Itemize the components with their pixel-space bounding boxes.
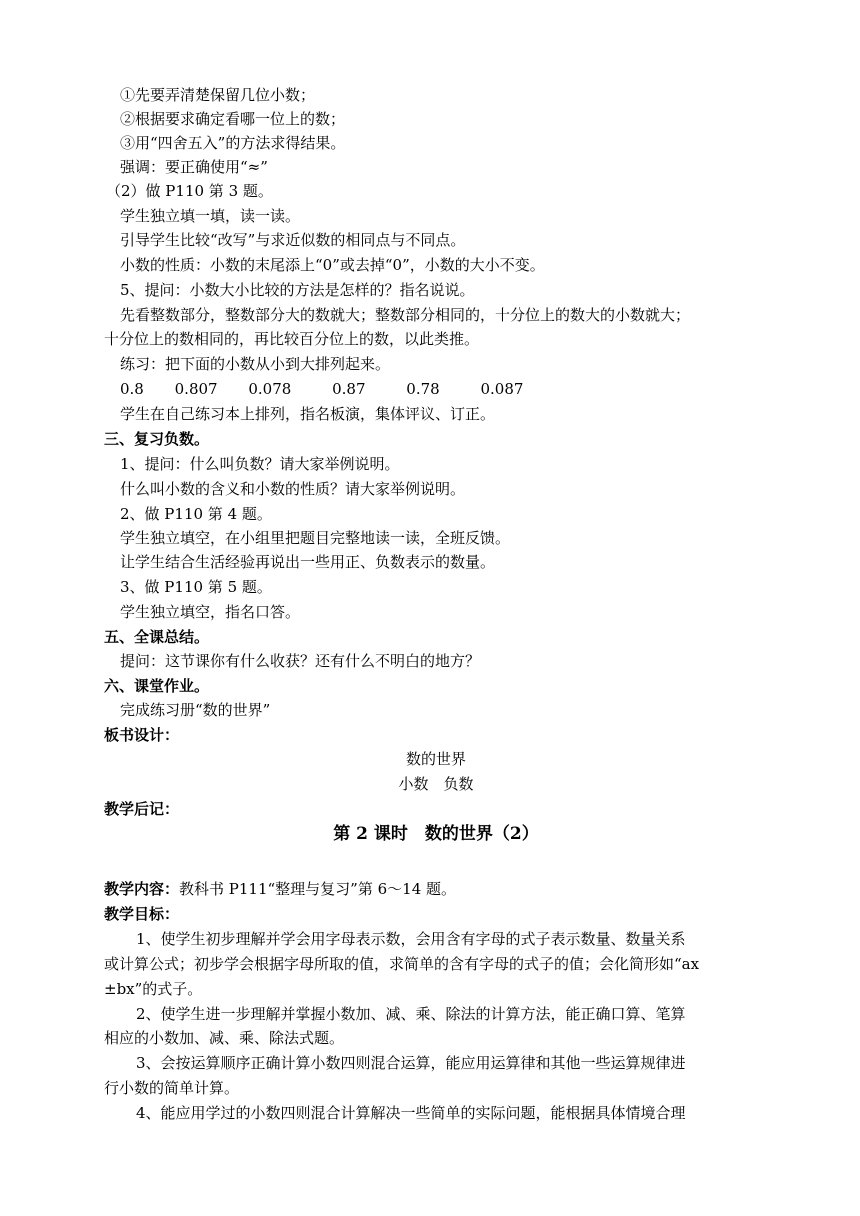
section-heading: 板书设计： [104,726,180,744]
text-line: 小数的性质：小数的末尾添上“0”或去掉“0”，小数的大小不变。 [120,256,545,274]
decimal-value: 0.78 [406,380,440,398]
board-content: 小数 负数 [398,775,474,793]
text-line: 学生独立填空，指名口答。 [120,603,301,621]
text-line: 学生独立填一填，读一读。 [120,207,301,225]
text-line: ③用“四舍五入”的方法求得结果。 [120,134,346,152]
decimal-list [120,378,523,400]
text-line: 2、使学生进一步理解并掌握小数加、减、乘、除法的计算方法，能正确口算、笔算 [136,1005,686,1023]
text-line: 1、提问：什么叫负数？请大家举例说明。 [120,455,400,473]
text-line: 1、使学生初步理解并学会用字母表示数，会用含有字母的式子表示数量、数量关系 [136,930,686,948]
text-line: 引导学生比较“改写”与求近似数的相同点与不同点。 [120,231,466,249]
text-line: 3、做 P110 第 5 题。 [120,578,272,596]
text-line: 相应的小数加、减、乘、除法式题。 [104,1029,345,1047]
lesson-title: 第 2 课时 数的世界（2） [333,824,539,844]
section-heading: 三、复习负数。 [104,430,210,448]
section-heading: 教学目标： [104,905,180,923]
text-line: 十分位上的数相同的，再比较百分位上的数，以此类推。 [104,330,480,348]
text-line: 让学生结合生活经验再说出一些用正、负数表示的数量。 [120,553,496,571]
section-heading: 六、课堂作业。 [104,677,210,695]
decimal-value: 0.087 [480,380,524,398]
text-line: 学生在自己练习本上排列，指名板演，集体评议、订正。 [120,405,496,423]
text-line: 4、能应用学过的小数四则混合计算解决一些简单的实际问题，能根据具体情境合理 [136,1104,686,1122]
decimal-value: 0.8 [120,380,144,398]
decimal-value: 0.807 [174,380,218,398]
text-line: 先看整数部分，整数部分大的数就大；整数部分相同的，十分位上的数大的小数就大； [120,306,691,324]
text-line: 行小数的简单计算。 [104,1079,240,1097]
text-line: 2、做 P110 第 4 题。 [120,505,272,523]
decimal-value: 0.87 [332,380,366,398]
text-line: 提问：这节课你有什么收获？还有什么不明白的地方？ [120,652,481,670]
text-line: （2）做 P110 第 3 题。 [106,182,273,200]
text-line: 或计算公式；初步学会根据字母所取的值，求简单的含有字母的式子的值；会化简形如“ax [104,955,700,973]
teaching-content [104,878,456,900]
text-line: 3、会按运算顺序正确计算小数四则混合运算，能应用运算律和其他一些运算规律进 [136,1054,686,1072]
teaching-content-text: 教科书 P111“整理与复习”第 6～14 题。 [179,880,457,898]
text-line: 强调：要正确使用“≈” [120,158,268,176]
section-heading: 五、全课总结。 [104,628,210,646]
text-line: 什么叫小数的含义和小数的性质？请大家举例说明。 [120,480,466,498]
section-heading: 教学后记： [104,800,180,818]
text-line: 学生独立填空，在小组里把题目完整地读一读，全班反馈。 [120,529,511,547]
text-line: 5、提问：小数大小比较的方法是怎样的？指名说说。 [120,281,475,299]
text-line: ①先要弄清楚保留几位小数； [120,86,316,104]
decimal-value: 0.078 [248,380,292,398]
text-line: 完成练习册“数的世界” [120,701,271,719]
text-line: ②根据要求确定看哪一位上的数； [120,110,346,128]
text-line: ±bx”的式子。 [104,980,203,998]
board-title: 数的世界 [405,750,466,768]
teaching-content-label: 教学内容： [104,880,180,898]
text-line: 练习：把下面的小数从小到大排列起来。 [120,355,391,373]
